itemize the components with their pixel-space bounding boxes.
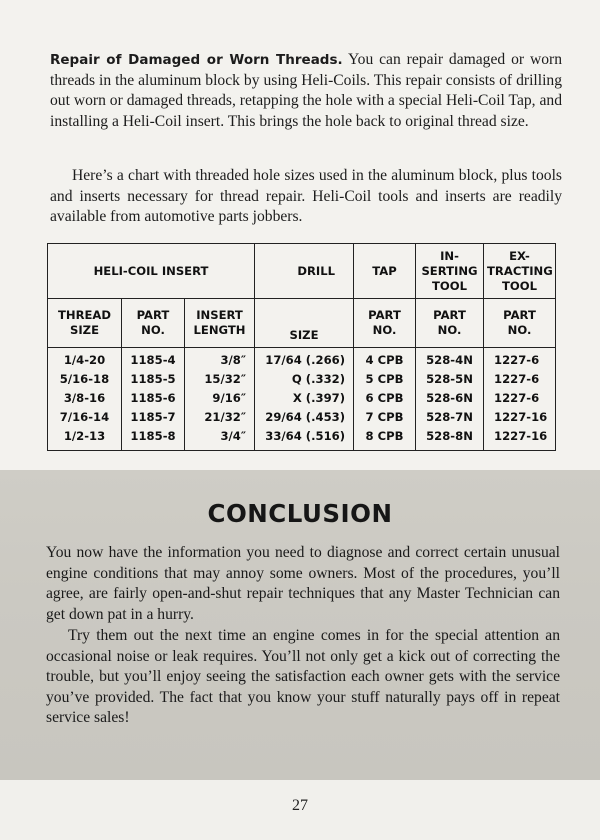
cell-inserting-part: 528-6N bbox=[416, 389, 484, 408]
header-extracting-tool: EX- TRACTING TOOL bbox=[484, 244, 556, 299]
cell-insert-length: 21/32″ bbox=[185, 408, 255, 427]
cell-extracting-part: 1227-16 bbox=[484, 408, 556, 427]
heli-coil-chart bbox=[47, 243, 556, 451]
cell-insert-length: 3/8″ bbox=[185, 348, 255, 371]
cell-extracting-part: 1227-6 bbox=[484, 348, 556, 371]
cell-part-no: 1185-4 bbox=[122, 348, 185, 371]
conclusion-paragraph-1: You now have the information you need to diagnose and correct certain unusual engine conditions that may annoy some owners. Most of the procedures, you’ll agree, are fairly open-and-shut repair techniques that any Master Technician can get down pat in a hurry. bbox=[46, 544, 560, 623]
cell-drill-size: 29/64 (.453) bbox=[255, 408, 354, 427]
cell-thread-size: 1/4-20 bbox=[48, 348, 122, 371]
page-number: 27 bbox=[292, 797, 308, 814]
cell-drill-size: 17/64 (.266) bbox=[255, 348, 354, 371]
table-row bbox=[48, 427, 556, 451]
subheader-inserting-part-no: PART NO. bbox=[416, 299, 484, 348]
header-tap: TAP bbox=[354, 244, 416, 299]
cell-extracting-part: 1227-6 bbox=[484, 370, 556, 389]
cell-tap-part: 6 CPB bbox=[354, 389, 416, 408]
table-row bbox=[48, 389, 556, 408]
cell-thread-size: 3/8-16 bbox=[48, 389, 122, 408]
subheader-part-no: PART NO. bbox=[122, 299, 185, 348]
cell-thread-size: 5/16-18 bbox=[48, 370, 122, 389]
cell-part-no: 1185-8 bbox=[122, 427, 185, 451]
header-inserting-tool: IN- SERTING TOOL bbox=[416, 244, 484, 299]
cell-thread-size: 1/2-13 bbox=[48, 427, 122, 451]
subheader-thread-size: THREAD SIZE bbox=[48, 299, 122, 348]
cell-inserting-part: 528-8N bbox=[416, 427, 484, 451]
intro-paragraph-2: Here’s a chart with threaded hole sizes used in the aluminum block, plus tools and inserts necessary for thread repair. Heli-Coil tools and inserts are readily available from automotive parts jobbers. bbox=[50, 167, 562, 225]
intro-paragraph-1 bbox=[50, 50, 562, 132]
conclusion-paragraph-2: Try them out the next time an engine comes in for the special attention an occasional noise or leak requires. You’ll not only get a kick out of correcting the trouble, but you’ll enjoy seeing the satisfaction each owner gets with the service you’ve provided. The fact that you know your stuff naturally pays off in repeat service sales! bbox=[46, 627, 560, 727]
subheader-tap-part-no: PART NO. bbox=[354, 299, 416, 348]
cell-inserting-part: 528-4N bbox=[416, 348, 484, 371]
cell-inserting-part: 528-7N bbox=[416, 408, 484, 427]
cell-part-no: 1185-6 bbox=[122, 389, 185, 408]
cell-tap-part: 5 CPB bbox=[354, 370, 416, 389]
table-row bbox=[48, 408, 556, 427]
cell-extracting-part: 1227-16 bbox=[484, 427, 556, 451]
subheader-insert-length: INSERT LENGTH bbox=[185, 299, 255, 348]
subheader-drill-size: SIZE bbox=[255, 299, 354, 348]
cell-insert-length: 9/16″ bbox=[185, 389, 255, 408]
cell-part-no: 1185-5 bbox=[122, 370, 185, 389]
table-row bbox=[48, 370, 556, 389]
cell-drill-size: X (.397) bbox=[255, 389, 354, 408]
cell-insert-length: 15/32″ bbox=[185, 370, 255, 389]
cell-extracting-part: 1227-6 bbox=[484, 389, 556, 408]
cell-tap-part: 7 CPB bbox=[354, 408, 416, 427]
cell-insert-length: 3/4″ bbox=[185, 427, 255, 451]
subheader-extracting-part-no: PART NO. bbox=[484, 299, 556, 348]
cell-tap-part: 4 CPB bbox=[354, 348, 416, 371]
cell-part-no: 1185-7 bbox=[122, 408, 185, 427]
cell-thread-size: 7/16-14 bbox=[48, 408, 122, 427]
intro-paragraph-1-body: You can repair damaged or worn threads in the aluminum block by using Heli-Coils. This repair consists of drilling out worn or damaged threads, retapping the hole with a special Heli-Coil Tap, and installing a Heli-Coil insert. This brings the hole back to original thread size. bbox=[50, 51, 562, 130]
conclusion-heading: CONCLUSION bbox=[207, 499, 393, 528]
cell-drill-size: Q (.332) bbox=[255, 370, 354, 389]
table-row bbox=[48, 348, 556, 371]
section-lead-heading: Repair of Damaged or Worn Threads. bbox=[50, 52, 343, 68]
cell-drill-size: 33/64 (.516) bbox=[255, 427, 354, 451]
cell-inserting-part: 528-5N bbox=[416, 370, 484, 389]
cell-tap-part: 8 CPB bbox=[354, 427, 416, 451]
header-drill: DRILL bbox=[255, 244, 354, 299]
header-heli-coil-insert: HELI-COIL INSERT bbox=[48, 244, 255, 299]
